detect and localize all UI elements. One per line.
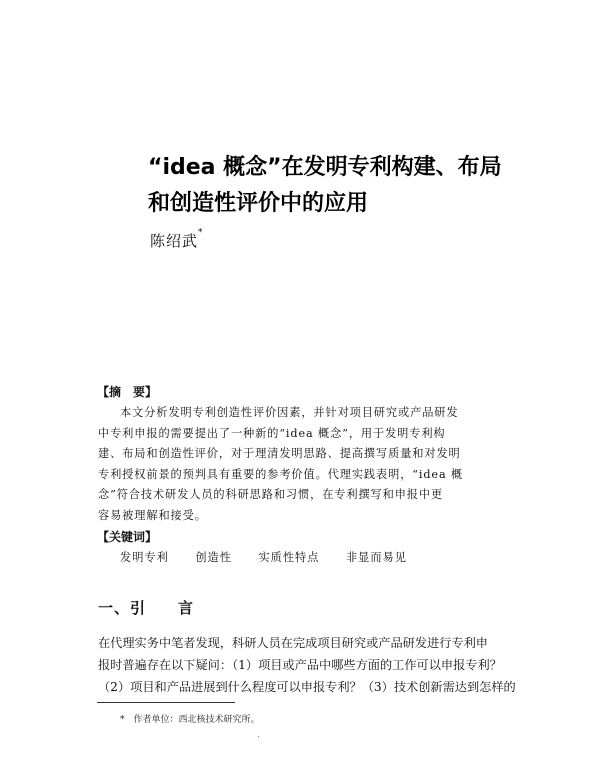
keyword-item: 创造性 — [195, 551, 232, 564]
body-line: 在代理实务中笔者发现，科研人员在完成项目研究或产品研发进行专利申 — [98, 636, 488, 650]
section-heading: 一、引 言 — [98, 599, 195, 617]
body-line: 报时普遍存在以下疑问：（1）项目或产品中哪些方面的工作可以申报专利？ — [98, 658, 502, 672]
scan-speck — [258, 736, 259, 737]
abstract-label: 【摘 要】 — [97, 385, 158, 399]
abstract-line: 念”符合技术研发人员的科研思路和习惯，在专利撰写和申报中更 — [98, 488, 444, 501]
body-line: （2）项目和产品进展到什么程度可以申报专利？（3）技术创新需达到怎样的 — [98, 680, 516, 694]
paper-title — [148, 150, 568, 222]
footnote: * 作者单位：西北核技术研究所。 — [120, 715, 260, 725]
abstract-line: 容易被理解和接受。 — [98, 508, 207, 522]
author — [150, 230, 204, 251]
author-footnote-mark: * — [198, 228, 204, 238]
abstract-text — [98, 403, 510, 526]
keywords-label: 【关键词】 — [97, 530, 158, 544]
keywords-list — [120, 549, 429, 565]
author-name: 陈绍武 — [150, 232, 199, 250]
title-line-2: 和创造性评价中的应用 — [148, 191, 369, 216]
abstract-line: 建、布局和创造性评价，对于理清发明思路、提高撰写质量和对发明 — [98, 447, 461, 460]
section-body — [98, 632, 530, 698]
title-line-1: “idea 概念”在发明专利构建、布局 — [148, 155, 502, 180]
keyword-item: 实质性特点 — [258, 551, 320, 564]
abstract-line: 中专利申报的需要提出了一种新的“idea 概念”，用于发明专利构 — [98, 426, 446, 440]
keyword-item: 发明专利 — [120, 551, 169, 564]
keyword-item: 非显而易见 — [345, 551, 407, 564]
abstract-line: 本文分析发明专利创造性评价因素，并针对项目研究或产品研发 — [120, 406, 459, 419]
abstract-line: 专利授权前景的预判具有重要的参考价值。代理实践表明，“idea 概 — [98, 467, 464, 481]
footnote-divider — [97, 702, 235, 703]
